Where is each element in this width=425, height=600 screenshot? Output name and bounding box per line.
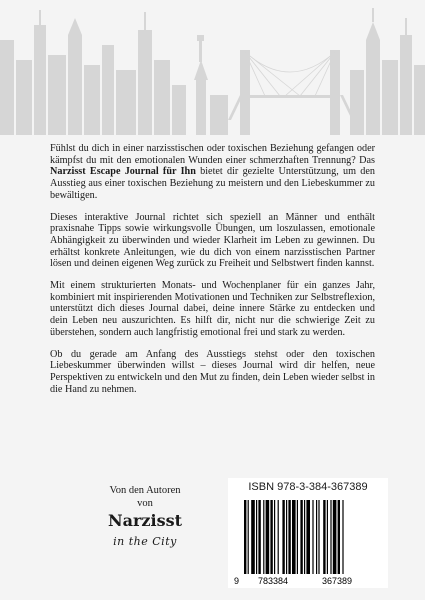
barcode-digit-first: 9 bbox=[234, 576, 240, 586]
barcode-bar bbox=[258, 500, 260, 574]
isbn-label: ISBN 978-3-384-367389 bbox=[248, 481, 368, 493]
paragraph-text: bietet dir gezielte Unterstützung, um den Ausstieg aus einer toxischen Beziehung zu meistern und den Liebeskummer zu bewältigen. bbox=[50, 166, 375, 201]
barcode-bar bbox=[248, 500, 249, 574]
barcode-bar bbox=[318, 500, 319, 574]
description-text bbox=[50, 143, 375, 405]
paragraph-text: Mit einem strukturierten Monats- und Wochenplaner für ein ganzes Jahr, kombiniert mit inspirierenden Motivationen und Techniken zur Selbstreflexion, unterstützt dich dieses Journal dabei, deine innere Stärke zu entdecken und dein Leben neu auszurichten. Es hilft dir, nicht nur die schwierige Zeit zu überstehen, sondern auch langfristig emotional frei und stark zu werden. bbox=[50, 280, 375, 338]
barcode-bar bbox=[286, 500, 287, 574]
barcode-bar bbox=[330, 500, 331, 574]
barcode-bar bbox=[278, 500, 279, 574]
authors-brand-tagline: in the City bbox=[113, 535, 177, 548]
barcode-bar bbox=[323, 500, 325, 574]
barcode-bar bbox=[327, 500, 328, 574]
barcode-bar bbox=[251, 500, 255, 574]
barcode-bar bbox=[282, 500, 284, 574]
isbn-barcode-panel bbox=[228, 478, 388, 588]
barcode bbox=[228, 496, 388, 588]
description-paragraph bbox=[50, 212, 375, 271]
barcode-bar bbox=[288, 500, 290, 574]
barcode-bar bbox=[338, 500, 340, 574]
barcode-bar bbox=[316, 500, 317, 574]
barcode-bar bbox=[333, 500, 337, 574]
barcode-bar bbox=[256, 500, 257, 574]
barcode-bar bbox=[300, 500, 302, 574]
barcode-bar bbox=[312, 500, 313, 574]
paragraph-text: Dieses interaktive Journal richtet sich speziell an Männer und enthält praxisnahe Tipps sowie wirkungsvolle Übungen, um loszulassen, emotionale Abhängigkeit zu überwinden und wieder Klarheit im Leben zu gewinnen. Du erhältst konkrete Anleitungen, wie du dich von einem narzisstischen Partner lösen und deinen eigenen Weg zurück zu Freiheit und Selbstwert finden kannst. bbox=[50, 211, 375, 270]
barcode-bar bbox=[292, 500, 296, 574]
authors-line-2: von bbox=[137, 498, 153, 509]
barcode-bar bbox=[304, 500, 305, 574]
barcode-digits-right: 367389 bbox=[322, 576, 353, 586]
paragraph-text: Ob du gerade am Anfang des Ausstiegs stehst oder den toxischen Liebeskummer überwinden willst – dieses Journal wird dir helfen, neue Perspektiven zu entwickeln und den Mut zu finden, dein Leben wieder selbst in die Hand zu nehmen. bbox=[50, 348, 375, 395]
barcode-bar bbox=[266, 500, 270, 574]
book-title-highlight: Narzisst Escape Journal für Ihn bbox=[50, 166, 196, 178]
paragraph-text: Fühlst du dich in einer narzisstischen oder toxischen Beziehung gefangen oder kämpfst du mit den emotionalen Wunden einer schmerzhaften Trennung? Das bbox=[50, 143, 375, 166]
city-skyline-illustration bbox=[0, 0, 425, 135]
description-paragraph bbox=[50, 143, 375, 202]
barcode-bar bbox=[263, 500, 264, 574]
barcode-bar bbox=[297, 500, 298, 574]
barcode-bar bbox=[342, 500, 343, 574]
barcode-bar bbox=[244, 500, 246, 574]
description-paragraph bbox=[50, 280, 375, 339]
description-paragraph bbox=[50, 349, 375, 396]
barcode-bar bbox=[274, 500, 275, 574]
barcode-bar bbox=[306, 500, 310, 574]
author-imprint bbox=[90, 484, 200, 552]
authors-line-1: Von den Autoren bbox=[109, 485, 181, 496]
authors-brand-name: Narzisst bbox=[108, 511, 182, 530]
barcode-bar bbox=[270, 500, 272, 574]
barcode-digits-left: 783384 bbox=[258, 576, 289, 586]
